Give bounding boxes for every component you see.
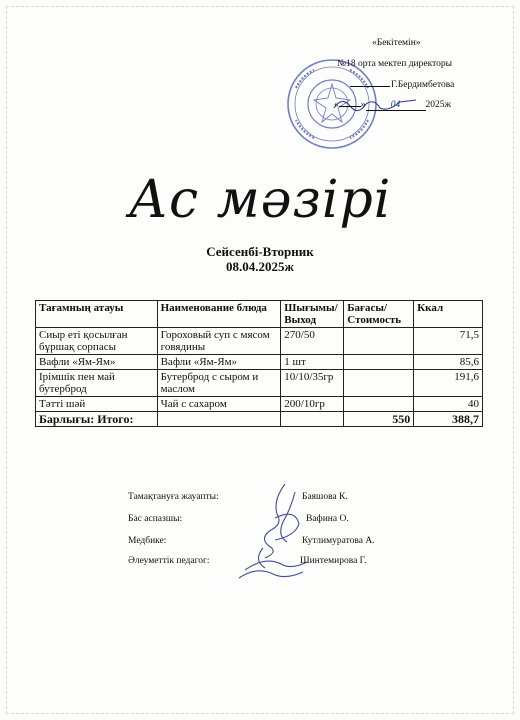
table-row	[36, 397, 483, 412]
date-day	[339, 106, 361, 107]
signature-line	[350, 86, 390, 87]
signature-name: Вафина О.	[306, 514, 349, 524]
dish-yield: 10/10/35гр	[281, 370, 344, 397]
table-row	[36, 328, 483, 355]
total-empty	[281, 412, 344, 427]
dish-kz: Вафли «Ям-Ям»	[36, 355, 158, 370]
dish-ru: Чай с сахаром	[157, 397, 281, 412]
total-empty	[157, 412, 281, 427]
total-kcal: 388,7	[414, 412, 483, 427]
header-cell: Шығымы/ Выход	[281, 301, 344, 328]
approval-date-row	[334, 100, 451, 111]
signature-name: Шинтемирова Г.	[300, 556, 367, 566]
dish-ru: Вафли «Ям-Ям»	[157, 355, 281, 370]
signature-name: Баяшова К.	[302, 492, 348, 502]
dish-kz: Тәтті шәй	[36, 397, 158, 412]
dish-cost	[344, 397, 414, 412]
signature-role: Тамақтануға жауапты:	[128, 492, 219, 502]
approval-block	[0, 0, 520, 130]
header-cell: Наименование блюда	[157, 301, 281, 328]
dish-cost	[344, 328, 414, 355]
dish-kz: Сиыр еті қосылған бұршақ сорпасы	[36, 328, 158, 355]
handwritten-signature-icon	[225, 478, 320, 583]
dish-yield: 270/50	[281, 328, 344, 355]
signature-role: Әлеуметтік педагог:	[128, 556, 210, 566]
date-open-quote: «	[334, 100, 339, 110]
table-row	[36, 355, 483, 370]
signature-name: Кутлимуратова А.	[302, 536, 375, 546]
table-header-row	[36, 301, 483, 328]
header-cell: Бағасы/ Стоимость	[344, 301, 414, 328]
header-cell: Тағамның атауы	[36, 301, 158, 328]
table-total-row	[36, 412, 483, 427]
total-cost: 550	[344, 412, 414, 427]
date-year: 2025ж	[425, 100, 452, 110]
signature-role: Медбике:	[128, 536, 167, 546]
menu-table	[35, 300, 483, 427]
approval-title: «Бекітемін»	[372, 38, 421, 48]
day-label: Сейсенбі-Вторник	[206, 244, 314, 259]
table-row	[36, 370, 483, 397]
date-close-quote: »	[360, 100, 366, 110]
dish-kcal: 40	[414, 397, 483, 412]
date-label: 08.04.2025ж	[226, 259, 294, 274]
dish-kcal: 71,5	[414, 328, 483, 355]
dish-cost	[344, 355, 414, 370]
dish-ru: Гороховый суп с мясом говядины	[157, 328, 281, 355]
total-label: Барлығы: Итого:	[36, 412, 158, 427]
dish-kz: Ірімшік пен май бутерброд	[36, 370, 158, 397]
approval-role: №18 орта мектеп директоры	[337, 59, 453, 69]
director-name: Г.Бердимбетова	[391, 80, 455, 90]
document-title: Ас мәзірі	[128, 170, 392, 230]
dish-ru: Бутерброд с сыром и маслом	[157, 370, 281, 397]
approval-name-row	[350, 80, 454, 90]
dish-kcal: 191,6	[414, 370, 483, 397]
dish-yield: 200/10гр	[281, 397, 344, 412]
document-subtitle	[0, 244, 520, 274]
dish-yield: 1 шт	[281, 355, 344, 370]
dish-cost	[344, 370, 414, 397]
header-cell: Ккал	[414, 301, 483, 328]
dish-kcal: 85,6	[414, 355, 483, 370]
signature-role: Бас аспазшы:	[128, 514, 183, 524]
date-month: 04	[366, 100, 426, 111]
